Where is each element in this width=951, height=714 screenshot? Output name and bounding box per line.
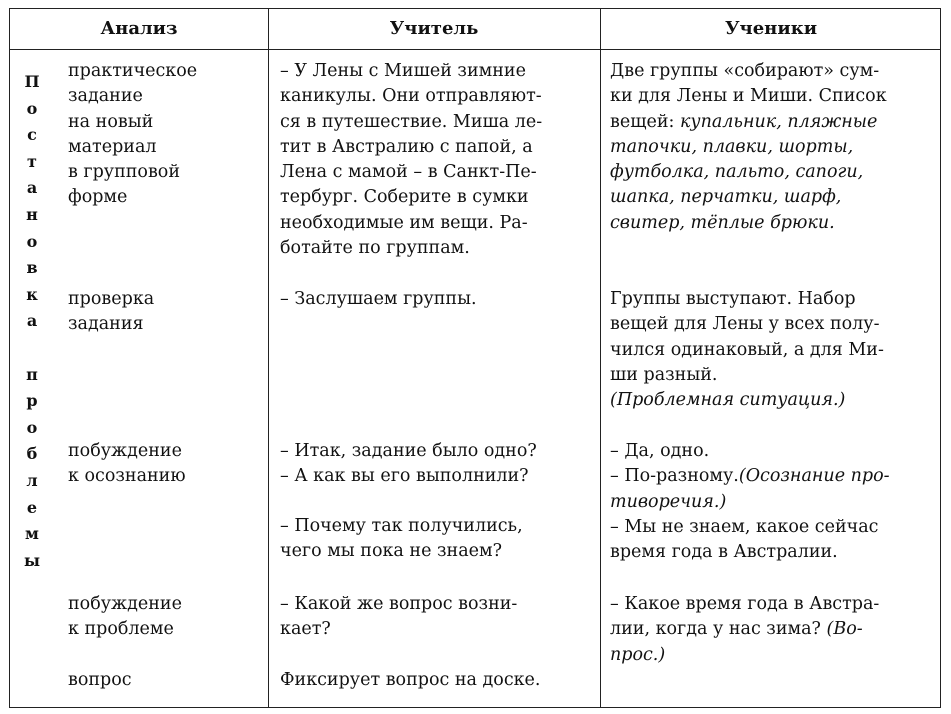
row1-students: Две группы «собирают» сум- ки для Лены и Миши. Список вещей: купальник, пляжные тапочки, плавки, шорты, футболка, пальто, сапоги, шапка, перчатки, шарф, свитер, тёплые брюки. xyxy=(610,61,887,233)
lesson-table xyxy=(9,8,941,708)
vertical-letter: в xyxy=(26,258,38,278)
header-analysis: Анализ xyxy=(100,18,178,39)
header-students: Ученики xyxy=(724,18,818,39)
vertical-letter: е xyxy=(26,497,38,517)
vertical-letter: п xyxy=(26,364,38,384)
row3-teacher-question: – Почему так получились, чего мы пока не знаем? xyxy=(280,516,523,562)
row3-analysis: побуждение к осознанию xyxy=(68,441,186,487)
vertical-letter: о xyxy=(26,231,38,251)
row4-teacher-action: Фиксирует вопрос на доске. xyxy=(280,670,541,690)
row2-teacher: – Заслушаем группы. xyxy=(280,289,477,309)
column-divider-2 xyxy=(600,9,601,707)
row4-teacher: – Какой же вопрос возни- кает? xyxy=(280,594,518,640)
header-teacher: Учитель xyxy=(389,18,479,39)
vertical-letter xyxy=(10,335,54,362)
vertical-letter: р xyxy=(26,391,38,411)
row2-analysis: проверка задания xyxy=(68,289,155,335)
vertical-letter: а xyxy=(26,178,38,198)
row2-students: Группы выступают. Набор вещей для Лены у всех полу- чился одинаковый, а для Ми- ши разный. (Проблемная ситуация.) xyxy=(610,289,884,411)
row4-analysis-question: вопрос xyxy=(68,670,132,690)
vertical-label-problem-setting xyxy=(10,69,54,574)
vertical-letter: к xyxy=(26,284,38,304)
vertical-letter: т xyxy=(27,151,37,171)
header-divider xyxy=(10,49,940,50)
row1-analysis: практическое задание на новый материал в групповой форме xyxy=(68,61,198,208)
row4-analysis: побуждение к проблеме xyxy=(68,594,182,640)
vertical-letter: с xyxy=(27,125,37,145)
vertical-letter: ы xyxy=(23,550,41,570)
row1-teacher: – У Лены с Мишей зимние каникулы. Они отправляют- ся в путешествие. Миша ле- тит в Австралию с папой, а Лена с мамой – в Санкт-Пе- тербург. Соберите в сумки необходимые им вещи. Ра- ботайте по группам. xyxy=(280,61,543,259)
column-divider-1 xyxy=(268,9,269,707)
vertical-letter: а xyxy=(26,311,38,331)
vertical-letter: л xyxy=(26,470,38,490)
vertical-letter: м xyxy=(25,524,39,544)
vertical-letter: П xyxy=(24,72,40,91)
vertical-letter: о xyxy=(26,98,38,118)
row3-students: – Да, одно. – По-разному.(Осознание про- тиворечия.) – Мы не знаем, какое сейчас время года в Австралии. xyxy=(610,441,890,563)
vertical-letter: н xyxy=(26,204,38,224)
row4-students: – Какое время года в Австра- лии, когда у нас зима? (Во- прос.) xyxy=(610,594,880,665)
vertical-letter: о xyxy=(26,417,38,437)
vertical-letter: б xyxy=(26,444,38,464)
row3-teacher: – Итак, задание было одно? – А как вы его выполнили? xyxy=(280,441,537,487)
